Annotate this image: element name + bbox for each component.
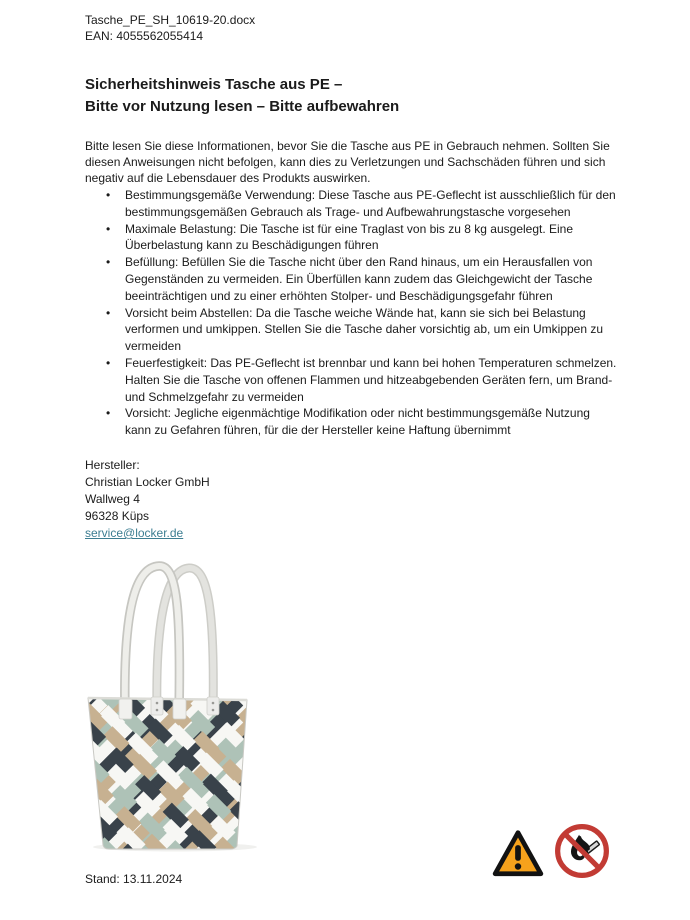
ean-code: EAN: 4055562055414 (85, 29, 204, 43)
bag-woven-body (75, 663, 295, 853)
title-line-1: Sicherheitshinweis Tasche aus PE – (85, 76, 343, 93)
intro-paragraph: Bitte lesen Sie diese Informationen, bevor Sie die Tasche aus PE in Gebrauch nehmen. Sollten Sie diesen Anweisungen nicht befolgen, kann dies zu Verletzungen und Sachschäden führen und sich negativ auf die Lebensdauer des Produkts auswirken. (85, 139, 610, 185)
page-title (85, 74, 399, 118)
manufacturer-block (85, 457, 210, 542)
bullet-placing-down: • Vorsicht beim Abstellen: Da die Tasche weiche Wände hat, kann sie sich bei Belastung verformen und umkippen. Stellen Sie die Tasche daher vorsichtig ab, um ein Umkippen zu vermeiden (125, 305, 617, 355)
file-name: Tasche_PE_SH_10619-20.docx (85, 13, 256, 27)
warning-triangle-icon (492, 828, 544, 880)
safety-pictograms (492, 822, 611, 880)
bag-handles (125, 566, 213, 713)
bullet-filling: • Befüllung: Befüllen Sie die Tasche nicht über den Rand hinaus, um ein Herausfallen von Gegenständen zu vermeiden. Ein Überfüllen kann zudem das Gleichgewicht der Tasche beeinträchtigen und zu einer erhöhten Stolper- und Beschädigungsgefahr führen (125, 254, 617, 304)
manufacturer-street: Wallweg 4 (85, 492, 140, 506)
manufacturer-label: Hersteller: (85, 458, 140, 472)
no-open-flame-icon (553, 822, 611, 880)
manufacturer-city: 96328 Küps (85, 509, 150, 523)
file-header (85, 12, 255, 44)
safety-bullet-list (85, 187, 617, 439)
title-line-2: Bitte vor Nutzung lesen – Bitte aufbewahren (85, 98, 400, 115)
bullet-intended-use: • Bestimmungsgemäße Verwendung: Diese Tasche aus PE-Geflecht ist ausschließlich für den bestimmungsgemäßen Gebrauch als Trage- und Aufbewahrungstasche vorgesehen (125, 187, 617, 221)
manufacturer-email-link[interactable]: service@locker.de (85, 526, 184, 540)
bullet-fire-resistance: • Feuerfestigkeit: Das PE-Geflecht ist brennbar und kann bei hohen Temperaturen schmelzen. Halten Sie die Tasche von offenen Flammen und hitzeabgebenden Geräten fern, um Brand- und Schmelzgefahr zu vermeiden (125, 355, 617, 405)
bullet-max-load: • Maximale Belastung: Die Tasche ist für eine Traglast von bis zu 8 kg ausgelegt. Eine Überbelastung kann zu Beschädigungen führen (125, 221, 617, 255)
revision-date: Stand: 13.11.2024 (85, 872, 183, 886)
manufacturer-name: Christian Locker GmbH (85, 475, 210, 489)
product-photo-bag (75, 553, 295, 853)
bullet-modification: • Vorsicht: Jegliche eigenmächtige Modifikation oder nicht bestimmungsgemäße Nutzung kann zu Gefahren führen, für die der Hersteller keine Haftung übernimmt (125, 405, 617, 439)
